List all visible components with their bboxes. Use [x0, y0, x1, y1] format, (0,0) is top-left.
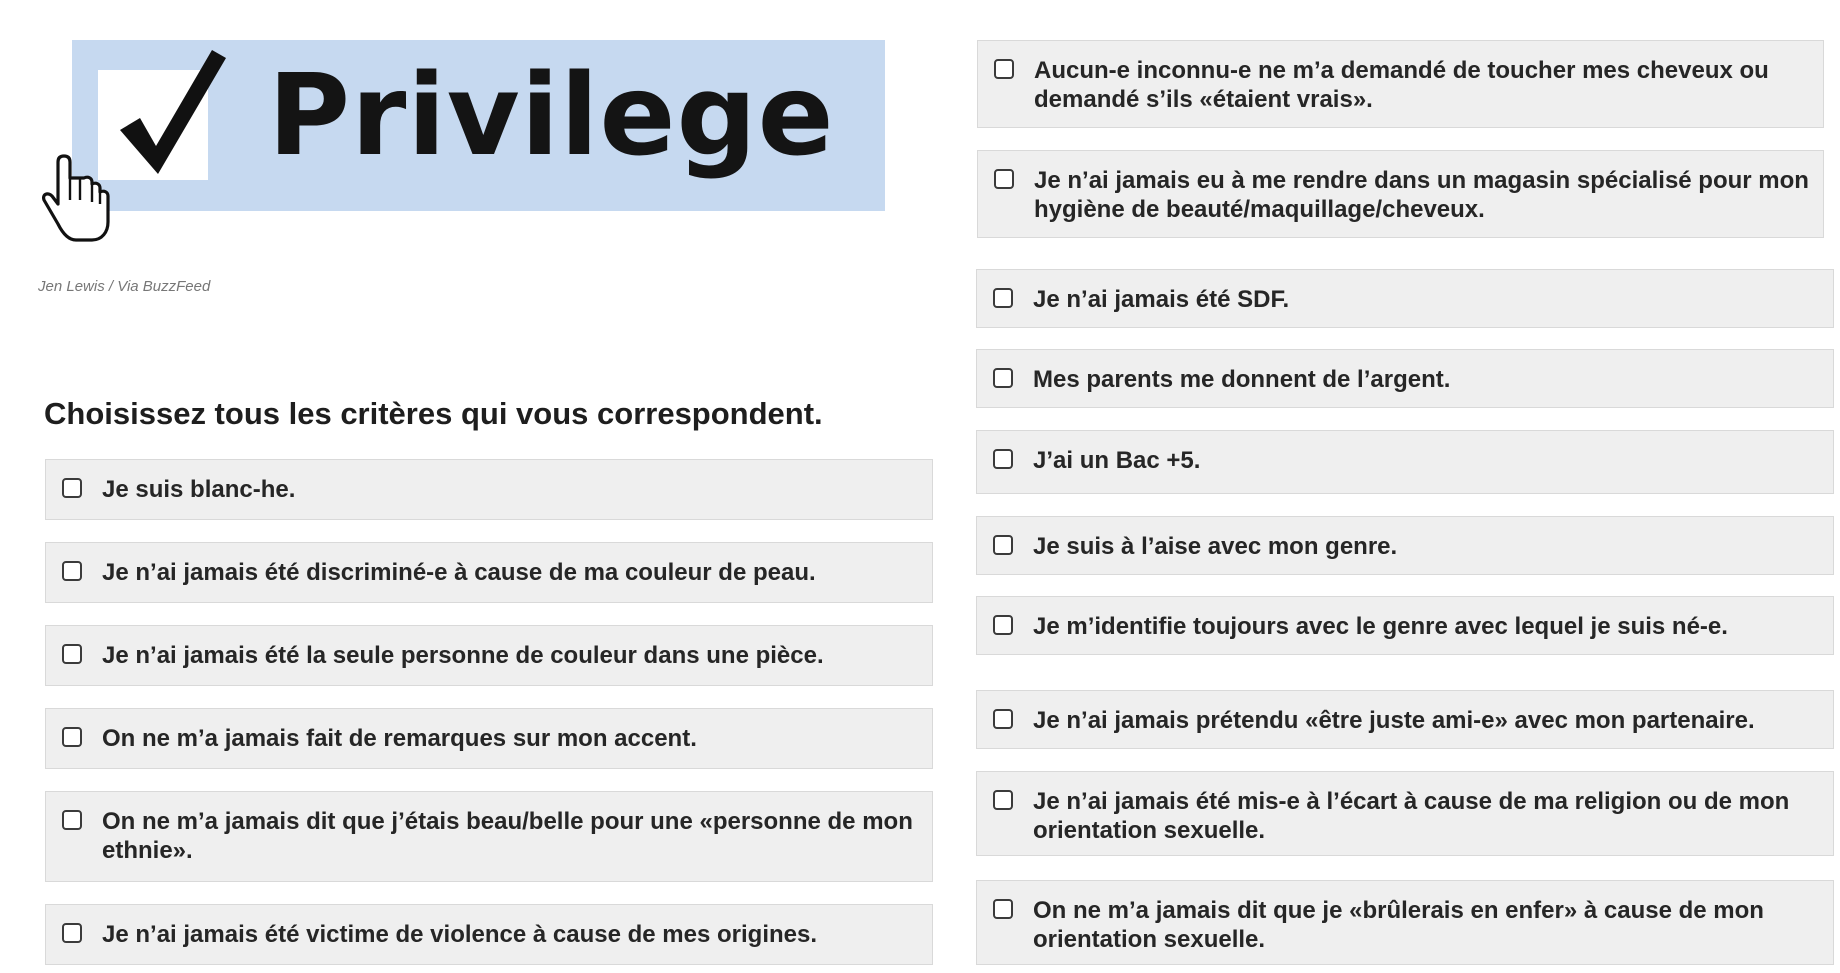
- criterion-label: Je n’ai jamais été discriminé-e à cause de ma couleur de peau.: [102, 559, 816, 586]
- criterion-label: J’ai un Bac +5.: [1033, 447, 1201, 474]
- quiz-prompt: Choisissez tous les critères qui vous correspondent.: [44, 396, 823, 431]
- criterion-option[interactable]: [45, 708, 933, 769]
- checkbox[interactable]: [994, 169, 1014, 189]
- checkmark-icon: [94, 44, 234, 184]
- checkbox[interactable]: [62, 644, 82, 664]
- criterion-label: Je suis blanc-he.: [102, 476, 296, 503]
- criterion-option[interactable]: [45, 791, 933, 882]
- banner-title: Privilege: [268, 51, 835, 181]
- checkbox[interactable]: [62, 810, 82, 830]
- checkbox[interactable]: [993, 790, 1013, 810]
- criterion-label: Je n’ai jamais été la seule personne de couleur dans une pièce.: [102, 642, 824, 669]
- hand-pointer-icon: [40, 152, 112, 248]
- image-credit: Jen Lewis / Via BuzzFeed: [38, 278, 211, 295]
- criterion-option[interactable]: [976, 771, 1834, 856]
- criterion-label: On ne m’a jamais dit que j’étais beau/belle pour une «personne de mon ethnie».: [102, 808, 913, 864]
- criterion-option[interactable]: [976, 269, 1834, 328]
- checkbox[interactable]: [993, 288, 1013, 308]
- criterion-option[interactable]: [45, 625, 933, 686]
- criterion-option[interactable]: [976, 349, 1834, 408]
- criterion-label: Je n’ai jamais prétendu «être juste ami-e» avec mon partenaire.: [1033, 707, 1755, 734]
- checkbox[interactable]: [62, 561, 82, 581]
- criterion-label: Aucun-e inconnu-e ne m’a demandé de toucher mes cheveux ou demandé s’ils «étaient vrais».: [1034, 57, 1769, 113]
- criterion-label: Je m’identifie toujours avec le genre avec lequel je suis né-e.: [1033, 613, 1728, 640]
- checkbox[interactable]: [993, 615, 1013, 635]
- criterion-label: On ne m’a jamais dit que je «brûlerais en enfer» à cause de mon orientation sexuelle.: [1033, 897, 1764, 953]
- criterion-option[interactable]: [976, 430, 1834, 494]
- checkbox[interactable]: [62, 923, 82, 943]
- checkbox[interactable]: [993, 709, 1013, 729]
- criterion-label: Je n’ai jamais été victime de violence à cause de mes origines.: [102, 921, 818, 948]
- criterion-label: Je n’ai jamais eu à me rendre dans un magasin spécialisé pour mon hygiène de beauté/maquillage/cheveux.: [1034, 167, 1809, 223]
- criterion-option[interactable]: [45, 904, 933, 965]
- criterion-option[interactable]: [976, 690, 1834, 749]
- checkbox[interactable]: [62, 478, 82, 498]
- criterion-label: Mes parents me donnent de l’argent.: [1033, 366, 1451, 393]
- criterion-option[interactable]: [977, 40, 1824, 128]
- criterion-option[interactable]: [45, 542, 933, 603]
- checkbox[interactable]: [62, 727, 82, 747]
- checkbox[interactable]: [993, 899, 1013, 919]
- checkbox[interactable]: [994, 59, 1014, 79]
- criterion-option[interactable]: [45, 459, 933, 520]
- privilege-banner: [72, 40, 885, 211]
- criterion-option[interactable]: [976, 596, 1834, 655]
- criterion-label: Je n’ai jamais été mis-e à l’écart à cause de ma religion ou de mon orientation sexuelle.: [1033, 788, 1790, 844]
- criterion-option[interactable]: [976, 516, 1834, 575]
- criterion-label: Je n’ai jamais été SDF.: [1033, 286, 1290, 313]
- checkbox[interactable]: [993, 449, 1013, 469]
- criterion-label: Je suis à l’aise avec mon genre.: [1033, 533, 1398, 560]
- checkbox[interactable]: [993, 368, 1013, 388]
- criterion-option[interactable]: [976, 880, 1834, 965]
- criterion-option[interactable]: [977, 150, 1824, 238]
- criterion-label: On ne m’a jamais fait de remarques sur mon accent.: [102, 725, 697, 752]
- checkbox[interactable]: [993, 535, 1013, 555]
